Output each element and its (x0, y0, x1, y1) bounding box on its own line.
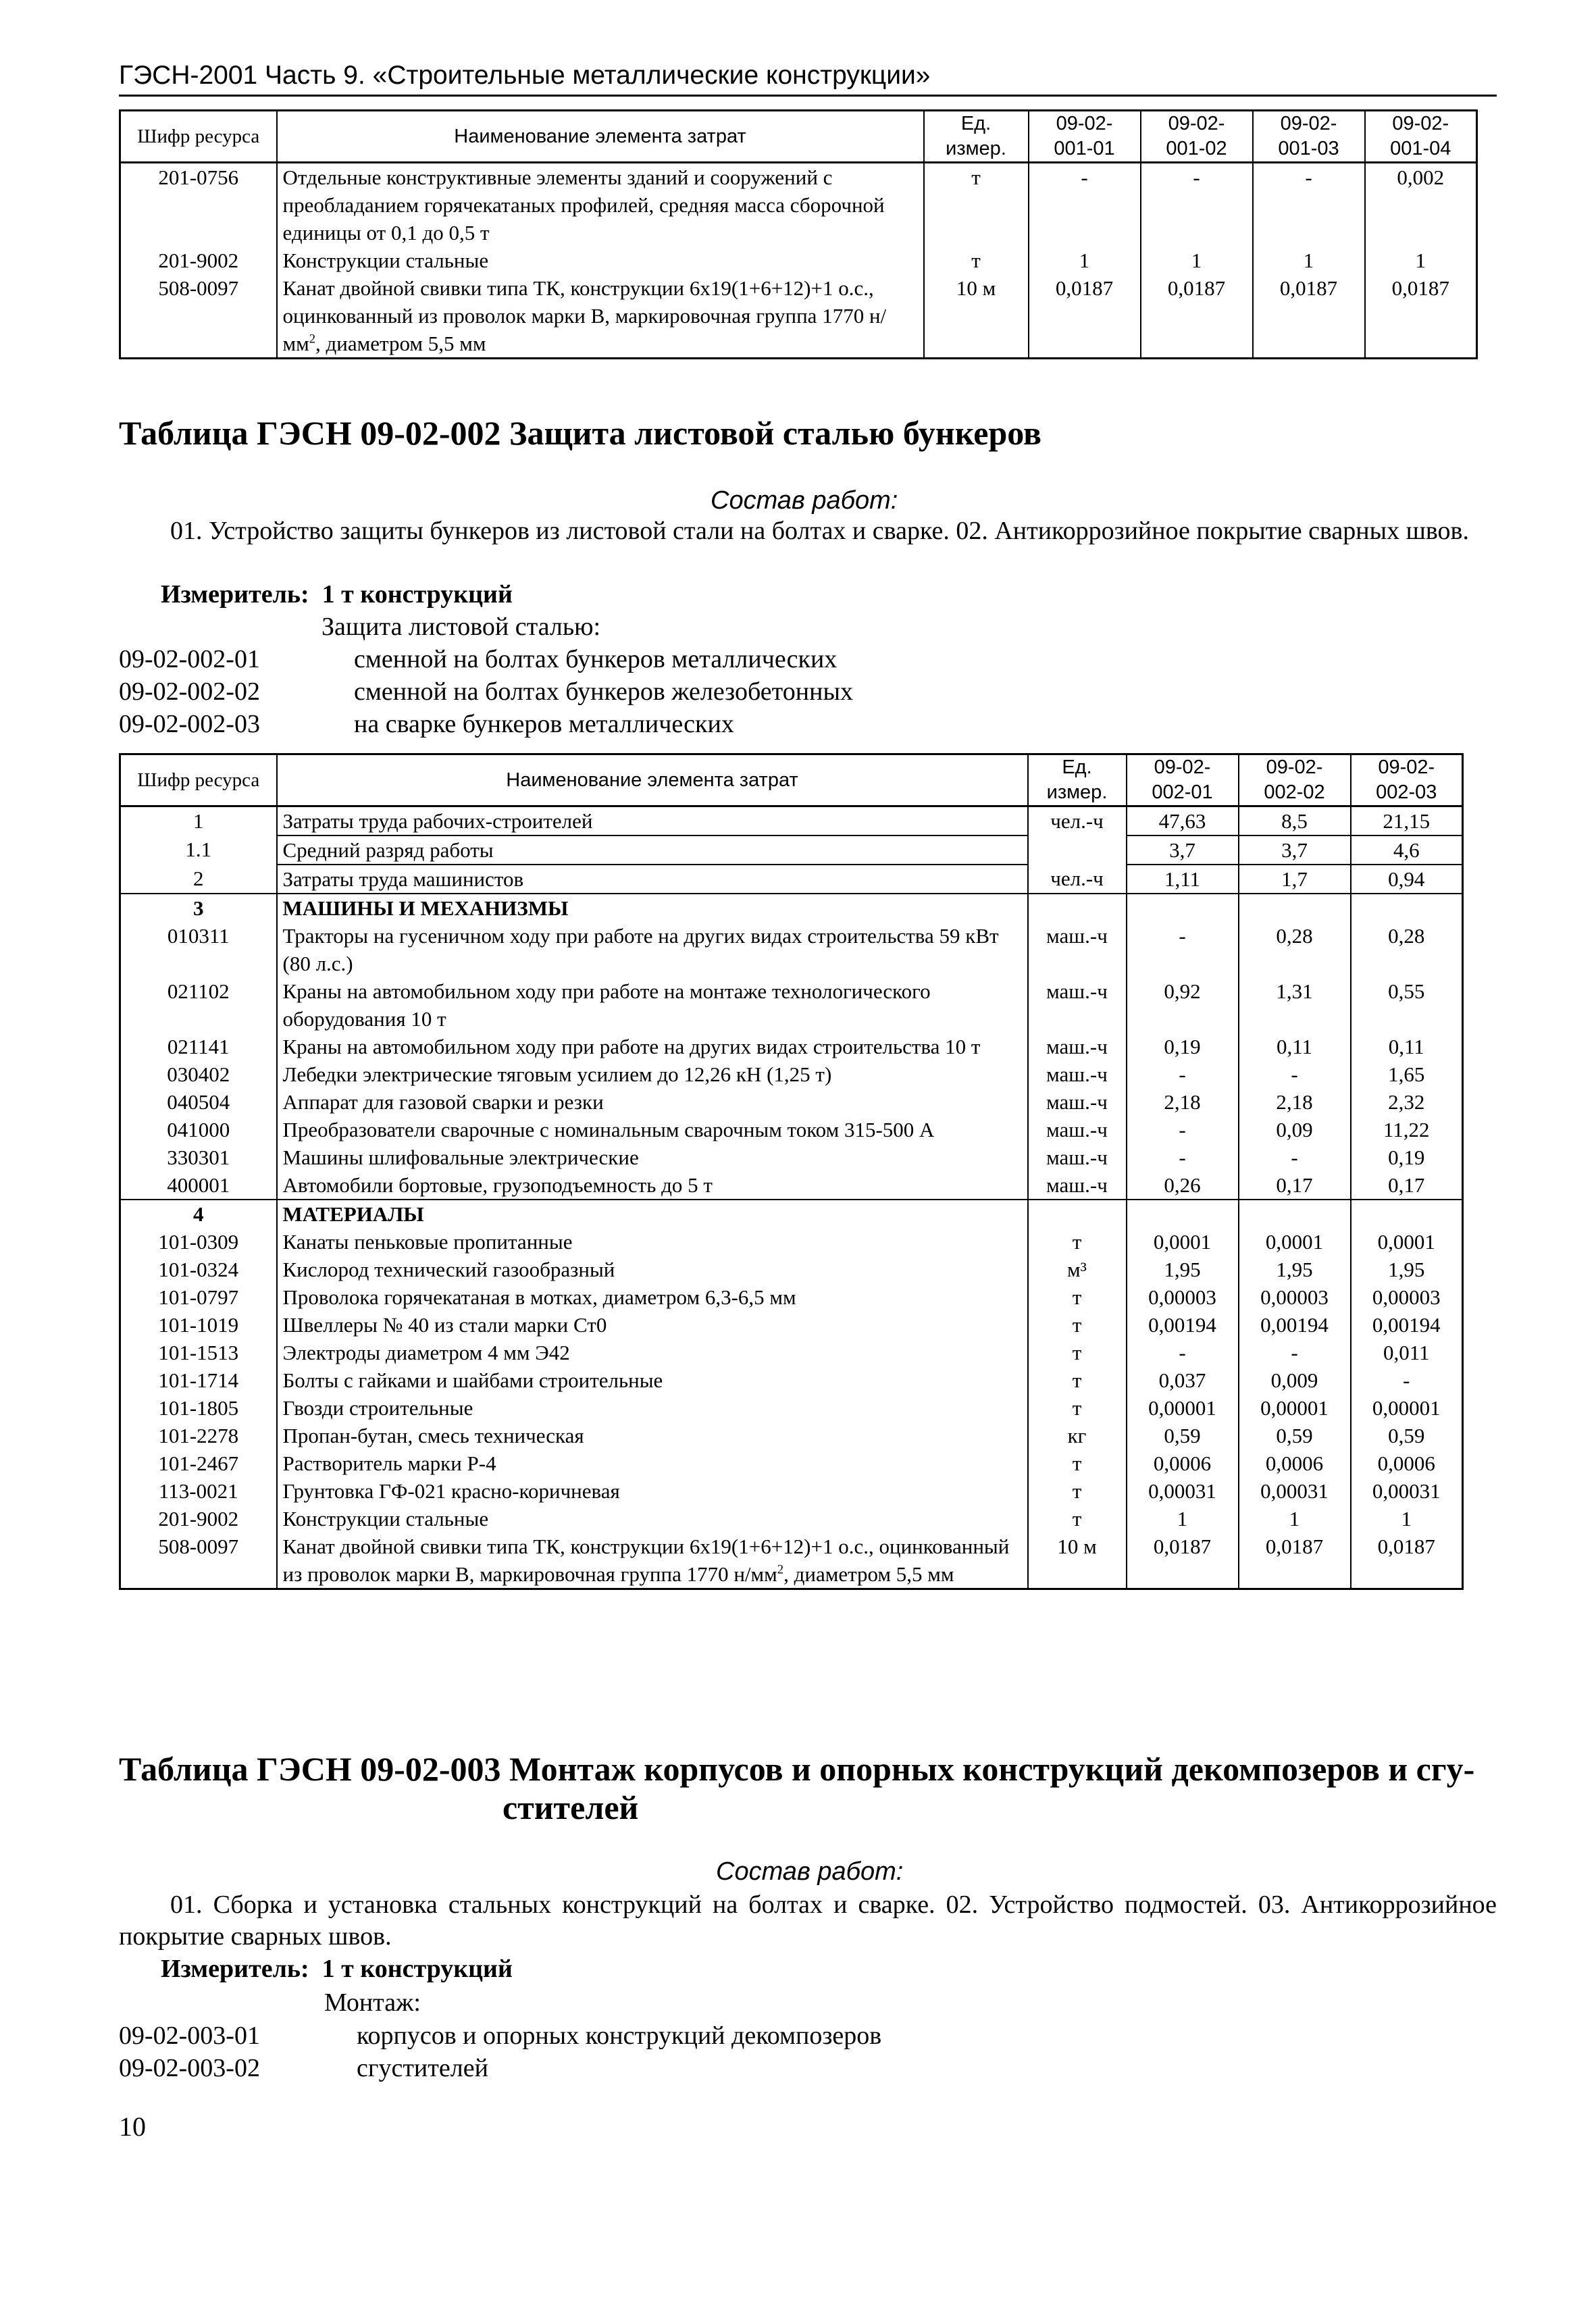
norm-value: 2,18 (1127, 1088, 1239, 1116)
norm-value: 0,00194 (1351, 1311, 1463, 1339)
table-row (120, 1449, 1463, 1477)
resource-name: Канат двойной свивки типа ТК, конструкции 6х19(1+6+12)+1 о.с., оцинкованный из проволок марки В, маркировочная группа 1770 $н/мм^2$, диаметром 5,5 мм (277, 274, 924, 359)
norm-value: 0,00194 (1127, 1311, 1239, 1339)
norm-value: 0,00003 (1351, 1283, 1463, 1311)
norm-value: - (1127, 1143, 1239, 1171)
group-label: Монтаж: (324, 1988, 421, 2017)
norm-value: 0,19 (1127, 1033, 1239, 1060)
norm-value: - (1127, 1339, 1239, 1366)
empty-cell (1127, 894, 1239, 922)
resource-name: Отдельные конструктивные элементы зданий и сооружений с преобладанием горячекатаных профилей, средняя масса сборочной единицы от 0,1 до 0,5 т (277, 163, 924, 247)
resource-code: 1.1 (120, 835, 277, 865)
resource-unit: т (1028, 1228, 1127, 1256)
norm-value: 0,0006 (1239, 1449, 1351, 1477)
composition-text: 01. Устройство защиты бункеров из листовой стали на болтах и сварке. 02. Антикоррозийное покрытие сварных швов. (170, 517, 1469, 545)
resource-name: Кислород технический газообразный (277, 1256, 1028, 1283)
resource-code: 041000 (120, 1116, 277, 1143)
group-title: МАТЕРИАЛЫ (277, 1200, 1028, 1228)
resource-code: 201-0756 (120, 163, 277, 247)
norm-value: 1 (1029, 247, 1141, 274)
resource-name: Машины шлифовальные электрические (277, 1143, 1028, 1171)
col-norm-header: 09-02- 002-02 (1239, 754, 1351, 806)
table-row (120, 1311, 1463, 1339)
norm-value: - (1253, 163, 1365, 247)
norm-value: 0,00001 (1239, 1394, 1351, 1422)
norm-value: 0,19 (1351, 1143, 1463, 1171)
resource-code: 101-1714 (120, 1366, 277, 1394)
norm-value: - (1127, 1116, 1239, 1143)
empty-cell (1239, 1200, 1351, 1228)
norm-value: 0,92 (1127, 977, 1239, 1033)
resource-code: 1 (120, 806, 277, 836)
table-row (120, 922, 1463, 977)
resource-unit: маш.-ч (1028, 1143, 1127, 1171)
col-norm-header: 09-02- 002-03 (1351, 754, 1463, 806)
resource-code: 021102 (120, 977, 277, 1033)
resource-code: 101-0309 (120, 1228, 277, 1256)
col-name-header: Наименование элемента затрат (277, 754, 1028, 806)
composition-title: Состав работ: (711, 486, 898, 515)
table-row (120, 1366, 1463, 1394)
norm-value: 47,63 (1127, 806, 1239, 836)
resource-unit: м³ (1028, 1256, 1127, 1283)
resource-code: 2 (120, 865, 277, 894)
norm-value: 1 (1365, 247, 1477, 274)
norm-value: 2,18 (1239, 1088, 1351, 1116)
table-row (120, 1505, 1463, 1533)
norm-value: 0,00031 (1127, 1477, 1239, 1505)
norm-value: 0,59 (1239, 1422, 1351, 1449)
norm-value: 0,0001 (1127, 1228, 1239, 1256)
resource-name: Проволока горячекатаная в мотках, диаметром 6,3-6,5 мм (277, 1283, 1028, 1311)
group-title: МАШИНЫ И МЕХАНИЗМЫ (277, 894, 1028, 922)
table-row (120, 247, 1477, 274)
composition-title: Состав работ: (716, 1857, 904, 1886)
resource-code: 101-0797 (120, 1283, 277, 1311)
norm-value: 1,65 (1351, 1060, 1463, 1088)
table-row (120, 1116, 1463, 1143)
norm-value: 0,00003 (1239, 1283, 1351, 1311)
list-item: 09-02-002-02 сменной на болтах бункеров железобетонных (119, 677, 853, 706)
norm-value: 1 (1239, 1505, 1351, 1533)
norm-value: 0,0187 (1351, 1533, 1463, 1589)
norm-value: 3,7 (1127, 835, 1239, 865)
table-row (120, 1422, 1463, 1449)
resource-unit: маш.-ч (1028, 1116, 1127, 1143)
norm-value: 0,009 (1239, 1366, 1351, 1394)
norm-value: 1,31 (1239, 977, 1351, 1033)
norm-value: 0,26 (1127, 1171, 1239, 1200)
col-norm-header: 09-02- 001-02 (1141, 111, 1253, 163)
norm-value: - (1141, 163, 1253, 247)
norm-value: 0,11 (1351, 1033, 1463, 1060)
norm-value: 0,002 (1365, 163, 1477, 247)
norm-value: 0,00001 (1351, 1394, 1463, 1422)
norm-value: - (1239, 1060, 1351, 1088)
resource-code: 201-9002 (120, 1505, 277, 1533)
resource-name: Канаты пеньковые пропитанные (277, 1228, 1028, 1256)
running-header: ГЭСН-2001 Часть 9. «Строительные металлические конструкции» (119, 61, 1497, 97)
meter-line: Измеритель: 1 т конструкций (161, 1955, 513, 1983)
resource-name: Тракторы на гусеничном ходу при работе на других видах строительства 59 кВт (80 л.с.) (277, 922, 1028, 977)
col-name-header: Наименование элемента затрат (277, 111, 924, 163)
resource-unit: чел.-ч (1028, 806, 1127, 836)
empty-cell (1351, 1200, 1463, 1228)
norm-value: 0,0187 (1239, 1533, 1351, 1589)
resource-name: Швеллеры № 40 из стали марки Ст0 (277, 1311, 1028, 1339)
resource-name: Краны на автомобильном ходу при работе на монтаже технологического оборудования 10 т (277, 977, 1028, 1033)
table-row (120, 1171, 1463, 1200)
resource-name: Лебедки электрические тяговым усилием до 12,26 кН (1,25 т) (277, 1060, 1028, 1088)
list-item: 09-02-003-01 корпусов и опорных конструкций декомпозеров (119, 2022, 882, 2050)
resource-name: Преобразователи сварочные с номинальным сварочным током 315-500 А (277, 1116, 1028, 1143)
table-row (120, 1228, 1463, 1256)
resource-name: Затраты труда рабочих-строителей (277, 806, 1028, 836)
norm-value: 1,7 (1239, 865, 1351, 894)
norm-value: - (1029, 163, 1141, 247)
resource-unit: кг (1028, 1422, 1127, 1449)
resource-unit: т (1028, 1394, 1127, 1422)
resource-name: Аппарат для газовой сварки и резки (277, 1088, 1028, 1116)
norm-value: 0,55 (1351, 977, 1463, 1033)
resource-name: Электроды диаметром 4 мм Э42 (277, 1339, 1028, 1366)
table-row (120, 865, 1463, 894)
empty-cell (1028, 1200, 1127, 1228)
resource-name: Краны на автомобильном ходу при работе на других видах строительства 10 т (277, 1033, 1028, 1060)
norm-value: 0,0187 (1127, 1533, 1239, 1589)
resource-code: 040504 (120, 1088, 277, 1116)
norm-value: 8,5 (1239, 806, 1351, 836)
norm-value: 0,28 (1239, 922, 1351, 977)
resource-name: Болты с гайками и шайбами строительные (277, 1366, 1028, 1394)
resource-name: Средний разряд работы (277, 835, 1028, 865)
norm-value: 0,11 (1239, 1033, 1351, 1060)
section-heading: Таблица ГЭСН 09-02-002 Защита листовой сталью бункеров (119, 414, 1042, 452)
resource-unit (1028, 835, 1127, 865)
norm-value: - (1239, 1143, 1351, 1171)
group-code: 3 (120, 894, 277, 922)
col-unit-header: Ед. измер. (1028, 754, 1127, 806)
norm-value: - (1239, 1339, 1351, 1366)
empty-cell (1351, 894, 1463, 922)
norm-value: - (1127, 1060, 1239, 1088)
col-norm-header: 09-02- 002-01 (1127, 754, 1239, 806)
resource-code: 400001 (120, 1171, 277, 1200)
resource-code: 101-0324 (120, 1256, 277, 1283)
list-item: 09-02-002-01 сменной на болтах бункеров металлических (119, 645, 838, 673)
group-code: 4 (120, 1200, 277, 1228)
meter-line: Измеритель: 1 т конструкций (161, 580, 513, 609)
col-norm-header: 09-02- 001-01 (1029, 111, 1141, 163)
resource-unit: маш.-ч (1028, 1088, 1127, 1116)
composition-text: 01. Сборка и установка стальных конструкций на болтах и сварке. 02. Устройство подмостей. 03. Антикоррозийное покрытие сварных швов. (119, 1891, 1497, 1951)
norm-value: 0,00194 (1239, 1311, 1351, 1339)
norm-value: 1 (1127, 1505, 1239, 1533)
resource-name: Затраты труда машинистов (277, 865, 1028, 894)
norm-value: 0,59 (1351, 1422, 1463, 1449)
table-row (120, 1477, 1463, 1505)
resource-code: 101-2278 (120, 1422, 277, 1449)
group-label: Защита листовой сталью: (321, 613, 601, 641)
norm-value: 0,0001 (1239, 1228, 1351, 1256)
norm-value: 3,7 (1239, 835, 1351, 865)
norm-value: 0,59 (1127, 1422, 1239, 1449)
resource-code: 508-0097 (120, 274, 277, 359)
norm-value: 0,17 (1239, 1171, 1351, 1200)
table-row (120, 1339, 1463, 1366)
resource-unit: т (1028, 1339, 1127, 1366)
col-unit-header: Ед. измер. (924, 111, 1029, 163)
table-header-row (120, 111, 1477, 163)
col-norm-header: 09-02- 001-03 (1253, 111, 1365, 163)
table-row (120, 274, 1477, 359)
norm-value: 0,011 (1351, 1339, 1463, 1366)
list-item: 09-02-003-02 сгустителей (119, 2054, 488, 2082)
norm-value: 0,94 (1351, 865, 1463, 894)
empty-cell (1028, 894, 1127, 922)
resource-code: 330301 (120, 1143, 277, 1171)
empty-cell (1127, 1200, 1239, 1228)
resource-name: Гвозди строительные (277, 1394, 1028, 1422)
norm-value: 1 (1351, 1505, 1463, 1533)
col-code-header: Шифр ресурса (120, 111, 277, 163)
resource-name: Растворитель марки Р-4 (277, 1449, 1028, 1477)
norm-value: 0,00031 (1239, 1477, 1351, 1505)
resource-unit: т (924, 247, 1029, 274)
resource-code: 101-1513 (120, 1339, 277, 1366)
norm-value: - (1127, 922, 1239, 977)
norm-value: 11,22 (1351, 1116, 1463, 1143)
resource-unit: т (1028, 1477, 1127, 1505)
norm-value: 0,037 (1127, 1366, 1239, 1394)
norm-value: 0,00031 (1351, 1477, 1463, 1505)
table-row (120, 835, 1463, 865)
table-row (120, 1088, 1463, 1116)
norm-value: - (1351, 1366, 1463, 1394)
norm-value: 0,0187 (1141, 274, 1253, 359)
norm-value: 0,28 (1351, 922, 1463, 977)
table-row (120, 806, 1463, 836)
norm-value: 1,95 (1127, 1256, 1239, 1283)
resource-name: Конструкции стальные (277, 247, 924, 274)
norm-value: 2,32 (1351, 1088, 1463, 1116)
resource-code: 101-1805 (120, 1394, 277, 1422)
resource-unit: т (1028, 1311, 1127, 1339)
table-row (120, 1033, 1463, 1060)
norm-value: 1,95 (1351, 1256, 1463, 1283)
norm-value: 0,0006 (1127, 1449, 1239, 1477)
resource-unit: маш.-ч (1028, 1171, 1127, 1200)
resource-unit: маш.-ч (1028, 922, 1127, 977)
resource-code: 101-2467 (120, 1449, 277, 1477)
page-number: 10 (119, 2111, 146, 2142)
col-code-header: Шифр ресурса (120, 754, 277, 806)
resource-unit: маш.-ч (1028, 1060, 1127, 1088)
resource-code: 101-1019 (120, 1311, 277, 1339)
norm-value: 4,6 (1351, 835, 1463, 865)
norm-value: 0,0187 (1029, 274, 1141, 359)
section-heading: Таблица ГЭСН 09-02-003 Монтаж корпусов и опорных конструкций декомпозеров и сгу- (119, 1750, 1475, 1788)
norm-value: 21,15 (1351, 806, 1463, 836)
resource-unit: маш.-ч (1028, 977, 1127, 1033)
norm-value: 0,00001 (1127, 1394, 1239, 1422)
resource-code: 021141 (120, 1033, 277, 1060)
norm-value: 1,95 (1239, 1256, 1351, 1283)
resource-unit: чел.-ч (1028, 865, 1127, 894)
norm-value: 0,17 (1351, 1171, 1463, 1200)
empty-cell (1239, 894, 1351, 922)
norm-value: 0,0187 (1253, 274, 1365, 359)
norm-value: 0,09 (1239, 1116, 1351, 1143)
table-row (120, 163, 1477, 247)
resource-code: 113-0021 (120, 1477, 277, 1505)
resource-unit: т (1028, 1283, 1127, 1311)
group-row-machines (120, 894, 1463, 922)
resource-unit: т (1028, 1505, 1127, 1533)
resource-name: Канат двойной свивки типа ТК, конструкции 6х19(1+6+12)+1 о.с., оцинкованный из проволок марки В, маркировочная группа 1770 $н/мм^2$, диаметром 5,5 мм (277, 1533, 1028, 1589)
resource-unit: т (924, 163, 1029, 247)
norm-value: 0,0006 (1351, 1449, 1463, 1477)
resource-table-09-02-001 (119, 109, 1478, 359)
resource-unit: 10 м (924, 274, 1029, 359)
table-header-row (120, 754, 1463, 806)
resource-table-09-02-002 (119, 753, 1464, 1590)
group-row-materials (120, 1200, 1463, 1228)
norm-value: 0,0001 (1351, 1228, 1463, 1256)
resource-name: Автомобили бортовые, грузоподъемность до 5 т (277, 1171, 1028, 1200)
resource-unit: 10 м (1028, 1533, 1127, 1589)
resource-code: 508-0097 (120, 1533, 277, 1589)
table-row (120, 977, 1463, 1033)
resource-name: Конструкции стальные (277, 1505, 1028, 1533)
table-row (120, 1060, 1463, 1088)
table-row (120, 1283, 1463, 1311)
resource-unit: т (1028, 1449, 1127, 1477)
norm-value: 0,00003 (1127, 1283, 1239, 1311)
norm-value: 1 (1253, 247, 1365, 274)
resource-code: 010311 (120, 922, 277, 977)
section-heading-continued: стителей (503, 1789, 639, 1826)
resource-code: 201-9002 (120, 247, 277, 274)
table-row (120, 1533, 1463, 1589)
norm-value: 1 (1141, 247, 1253, 274)
resource-unit: маш.-ч (1028, 1033, 1127, 1060)
norm-value: 1,11 (1127, 865, 1239, 894)
norm-value: 0,0187 (1365, 274, 1477, 359)
resource-unit: т (1028, 1366, 1127, 1394)
table-row (120, 1143, 1463, 1171)
resource-name: Пропан-бутан, смесь техническая (277, 1422, 1028, 1449)
resource-name: Грунтовка ГФ-021 красно-коричневая (277, 1477, 1028, 1505)
list-item: 09-02-002-03 на сварке бункеров металлических (119, 710, 734, 738)
table-row (120, 1256, 1463, 1283)
resource-code: 030402 (120, 1060, 277, 1088)
col-norm-header: 09-02- 001-04 (1365, 111, 1477, 163)
table-row (120, 1394, 1463, 1422)
